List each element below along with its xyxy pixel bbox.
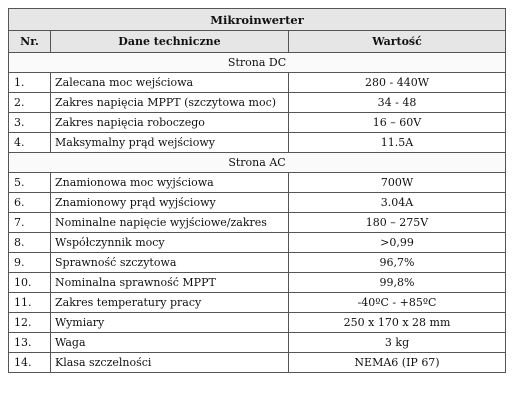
row-number: 13. — [9, 333, 51, 353]
row-number: 3. — [9, 113, 51, 133]
table-row — [9, 233, 506, 253]
row-value: NEMA6 (IP 67) — [289, 353, 506, 373]
row-number: 6. — [9, 193, 51, 213]
row-value: 96,7% — [289, 253, 506, 273]
table-row — [9, 193, 506, 213]
table-header-row — [9, 31, 506, 53]
table-title: Mikroinwerter — [9, 9, 506, 31]
row-number: 9. — [9, 253, 51, 273]
row-description: Sprawność szczytowa — [51, 253, 289, 273]
row-value: 11.5A — [289, 133, 506, 153]
row-description: Wymiary — [51, 313, 289, 333]
section-row — [9, 53, 506, 73]
row-value: 3 kg — [289, 333, 506, 353]
row-value: 16 – 60V — [289, 113, 506, 133]
row-description: Współczynnik mocy — [51, 233, 289, 253]
row-value: -40ºC - +85ºC — [289, 293, 506, 313]
row-number: 11. — [9, 293, 51, 313]
section-label: Strona AC — [9, 153, 506, 173]
table-row — [9, 333, 506, 353]
row-description: Nominalna sprawność MPPT — [51, 273, 289, 293]
row-number: 5. — [9, 173, 51, 193]
table-row — [9, 273, 506, 293]
table-row — [9, 173, 506, 193]
row-description: Zakres napięcia roboczego — [51, 113, 289, 133]
row-number: 10. — [9, 273, 51, 293]
column-header-nr: Nr. — [9, 31, 51, 53]
table-row — [9, 93, 506, 113]
table-row — [9, 133, 506, 153]
section-label: Strona DC — [9, 53, 506, 73]
row-number: 14. — [9, 353, 51, 373]
row-value: 180 – 275V — [289, 213, 506, 233]
row-description: Nominalne napięcie wyjściowe/zakres — [51, 213, 289, 233]
row-number: 2. — [9, 93, 51, 113]
row-value: 280 - 440W — [289, 73, 506, 93]
column-header-value: Wartość — [289, 31, 506, 53]
table-title-row — [9, 9, 506, 31]
row-value: 34 - 48 — [289, 93, 506, 113]
spec-table-container — [8, 8, 505, 373]
row-number: 4. — [9, 133, 51, 153]
table-row — [9, 313, 506, 333]
row-value: 3.04A — [289, 193, 506, 213]
row-number: 12. — [9, 313, 51, 333]
inverter-spec-table — [8, 8, 506, 373]
row-value: 250 x 170 x 28 mm — [289, 313, 506, 333]
table-row — [9, 253, 506, 273]
table-body — [9, 53, 506, 373]
row-description: Znamionowy prąd wyjściowy — [51, 193, 289, 213]
column-header-technical-data: Dane techniczne — [51, 31, 289, 53]
table-row — [9, 353, 506, 373]
row-number: 8. — [9, 233, 51, 253]
row-description: Zakres napięcia MPPT (szczytowa moc) — [51, 93, 289, 113]
row-value: 700W — [289, 173, 506, 193]
row-description: Zalecana moc wejściowa — [51, 73, 289, 93]
table-row — [9, 213, 506, 233]
row-number: 1. — [9, 73, 51, 93]
row-description: Klasa szczelności — [51, 353, 289, 373]
table-row — [9, 73, 506, 93]
row-description: Zakres temperatury pracy — [51, 293, 289, 313]
row-value: 99,8% — [289, 273, 506, 293]
row-description: Waga — [51, 333, 289, 353]
table-row — [9, 113, 506, 133]
section-row — [9, 153, 506, 173]
row-number: 7. — [9, 213, 51, 233]
row-value: >0,99 — [289, 233, 506, 253]
row-description: Znamionowa moc wyjściowa — [51, 173, 289, 193]
table-row — [9, 293, 506, 313]
row-description: Maksymalny prąd wejściowy — [51, 133, 289, 153]
